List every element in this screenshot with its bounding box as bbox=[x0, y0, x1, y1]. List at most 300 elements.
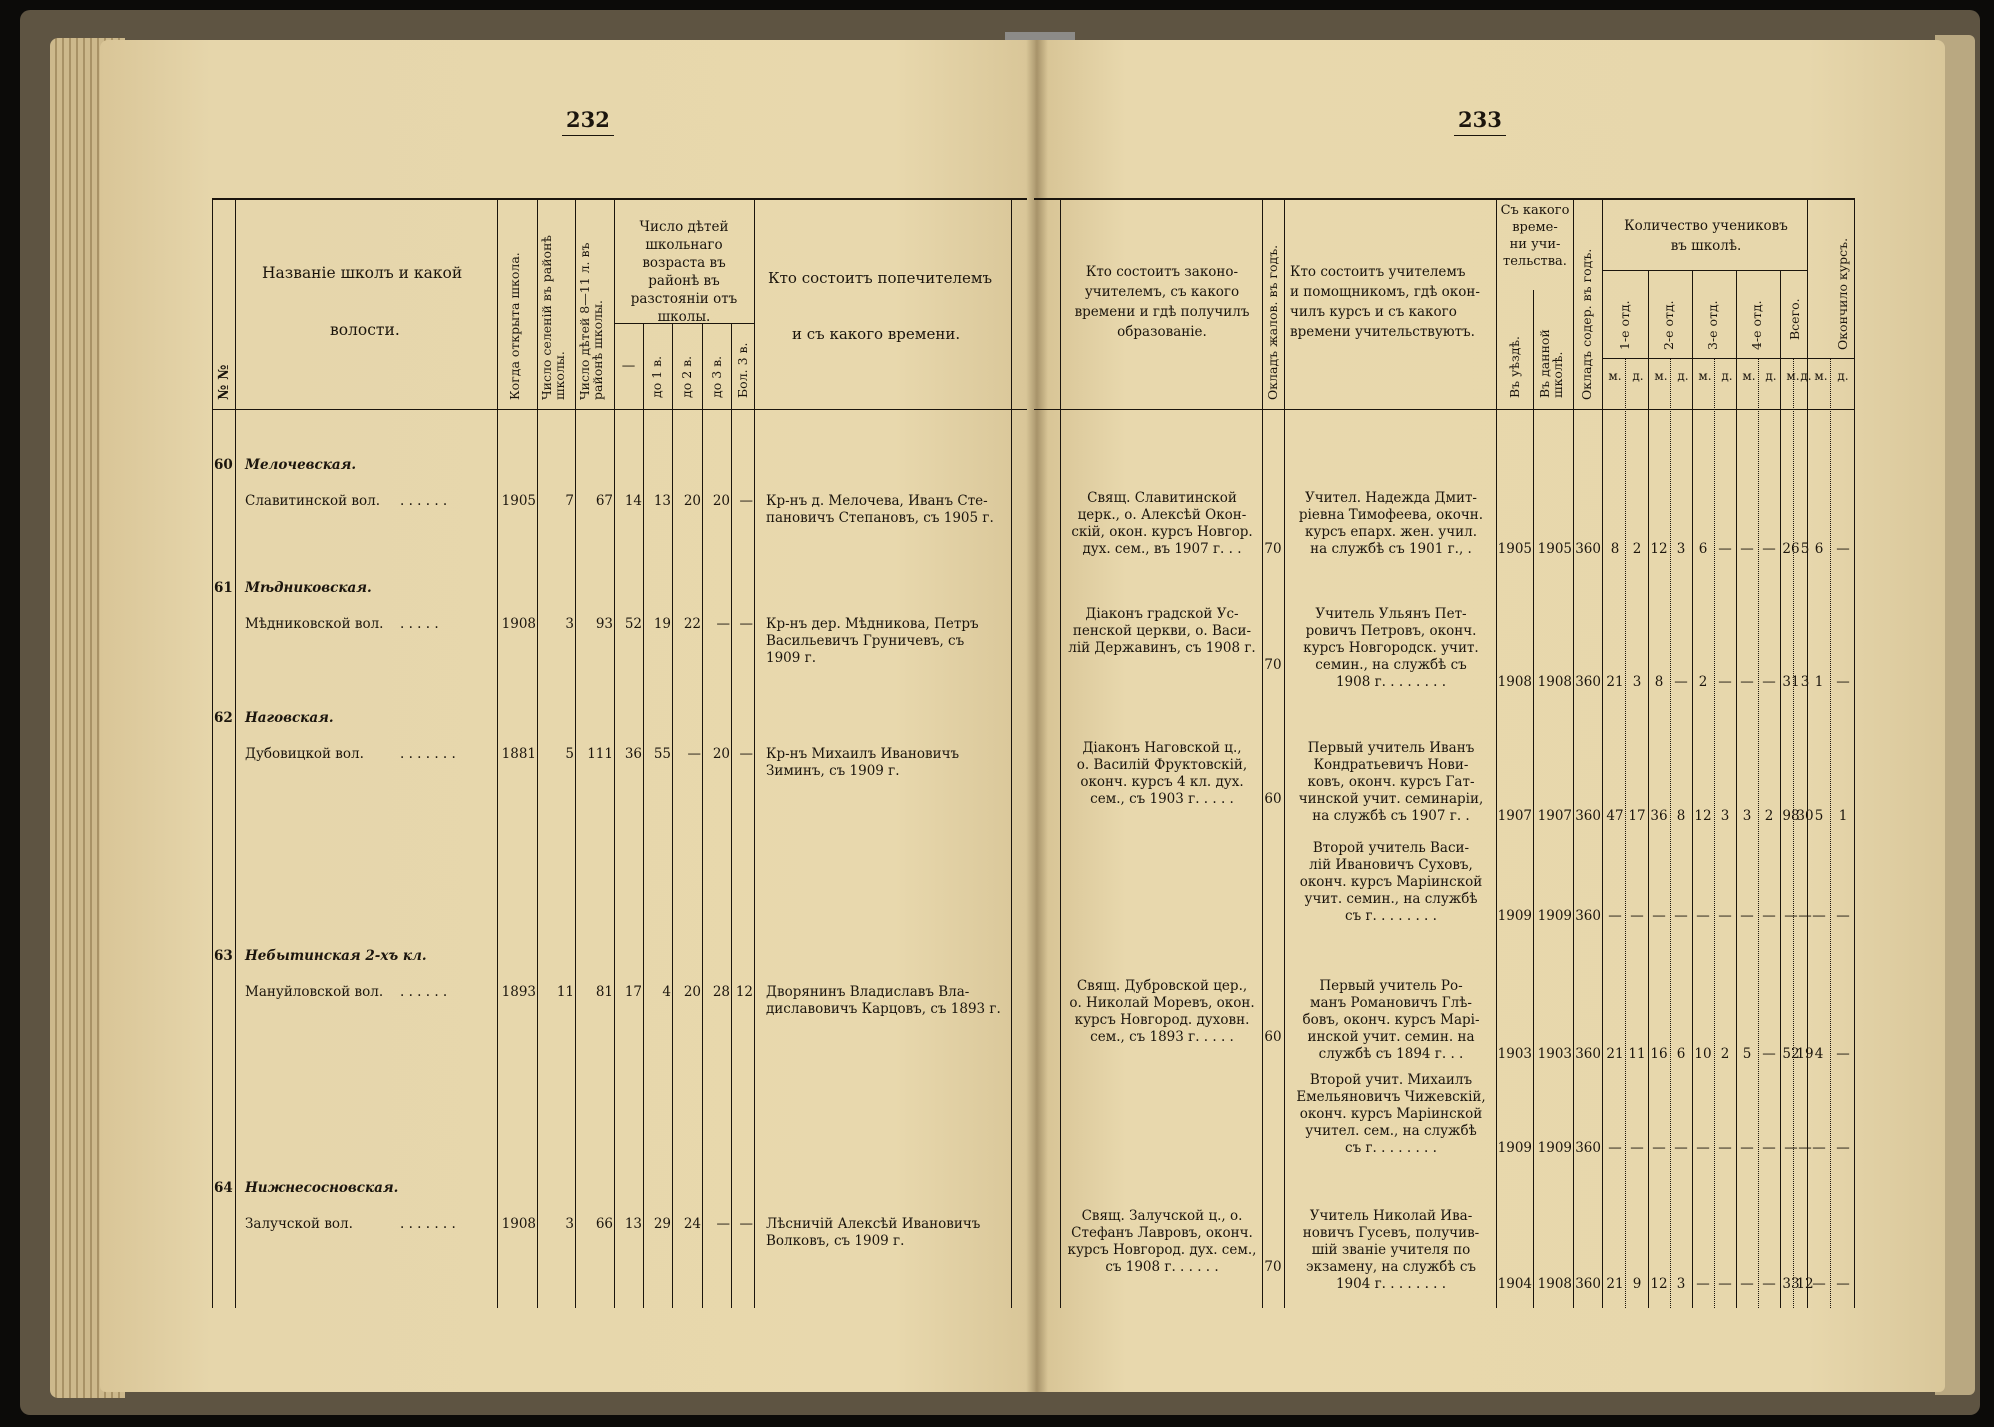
pupil-count: — bbox=[1812, 1276, 1826, 1292]
col-rule bbox=[1060, 198, 1061, 1308]
cell-d0: 17 bbox=[624, 984, 642, 1000]
cell-opened: 1881 bbox=[501, 746, 536, 762]
pupil-count: — bbox=[1674, 674, 1688, 690]
teacher-text: манъ Романовичъ Глѣ- bbox=[1310, 995, 1472, 1011]
cell-children: 81 bbox=[595, 984, 613, 1000]
pupil-count: 19 bbox=[1796, 1046, 1814, 1062]
left-page-number: 232 bbox=[566, 107, 610, 132]
since-school: 1909 bbox=[1537, 1140, 1572, 1156]
cell-d3: — bbox=[716, 1216, 730, 1232]
cell-children: 93 bbox=[595, 616, 613, 632]
pupil-count: — bbox=[1718, 541, 1732, 557]
law-teacher-text: сем., съ 1893 г. . . . . bbox=[1090, 1029, 1234, 1045]
gender-header-m: м. bbox=[1786, 369, 1800, 383]
trustee-text: пановичъ Степановъ, съ 1905 г. bbox=[766, 510, 994, 526]
teacher-text: Первый учитель Ро- bbox=[1319, 978, 1463, 994]
cell-d2: — bbox=[687, 746, 701, 762]
law-teacher-text: курсъ Новгород. дух. сем., bbox=[1067, 1242, 1257, 1258]
right-table-border bbox=[1854, 198, 1855, 1308]
col-rule-minor bbox=[1714, 358, 1715, 1308]
law-teacher-text: оконч. курсъ 4 кл. дух. bbox=[1080, 774, 1244, 790]
cell-d2: 24 bbox=[683, 1216, 701, 1232]
pupil-count: — bbox=[1608, 1140, 1622, 1156]
cell-d3: 28 bbox=[712, 984, 730, 1000]
school-name: Мѣдниковской вол. bbox=[245, 616, 384, 632]
trustee-text: Кр-нъ Михаилъ Ивановичъ bbox=[766, 746, 960, 762]
pupil-count: 12 bbox=[1694, 808, 1712, 824]
gender-header-m: м. bbox=[1608, 369, 1622, 383]
law-teacher-text: Свящ. Залучской ц., о. bbox=[1081, 1208, 1243, 1224]
teacher-text: ковъ, оконч. курсъ Гат- bbox=[1307, 774, 1475, 790]
teacher-text: экзамену, на службѣ съ bbox=[1306, 1259, 1476, 1275]
law-teacher-text: пенской церкви, о. Васи- bbox=[1072, 623, 1252, 639]
header-d3: до 3 в. bbox=[709, 355, 724, 398]
salary-value: 70 bbox=[1264, 541, 1282, 557]
header-since-school: Въ данной школѣ. bbox=[1537, 329, 1565, 398]
cell-opened: 1893 bbox=[501, 984, 536, 1000]
cell-children: 67 bbox=[595, 493, 613, 509]
cell-opened: 1905 bbox=[501, 493, 536, 509]
pupil-count: — bbox=[1674, 908, 1688, 924]
gender-header-d: д. bbox=[1677, 369, 1689, 383]
pupil-count: 6 bbox=[1814, 541, 1824, 557]
row-number: 63 bbox=[214, 948, 233, 964]
law-teacher-text: церк., о. Алексѣй Окон- bbox=[1077, 507, 1247, 523]
law-teacher-text: Свящ. Дубровской цер., bbox=[1076, 978, 1248, 994]
header-g1: 1-е отд. bbox=[1617, 300, 1632, 350]
pupil-count: 33 bbox=[1782, 1276, 1800, 1292]
pupil-count: 2 bbox=[1698, 674, 1708, 690]
pupil-count: 12 bbox=[1650, 1276, 1668, 1292]
teacher-text: съ г. . . . . . . . bbox=[1345, 908, 1437, 924]
leader-dots: . . . . . . . bbox=[400, 1216, 456, 1232]
law-teacher-text: о. Николай Моревъ, окон. bbox=[1069, 995, 1255, 1011]
header-d1: до 1 в. bbox=[649, 355, 664, 398]
teacher-text: ровичъ Петровъ, оконч. bbox=[1305, 623, 1477, 639]
header-nn: № № bbox=[216, 364, 232, 400]
gender-header-m: м. bbox=[1654, 369, 1668, 383]
cell-villages: 7 bbox=[565, 493, 574, 509]
cell-villages: 3 bbox=[565, 1216, 574, 1232]
col-rule bbox=[1602, 198, 1603, 1308]
trustee-text: Кр-нъ дер. Мѣдникова, Петръ bbox=[766, 616, 979, 632]
pupil-count: — bbox=[1696, 908, 1710, 924]
cell-villages: 11 bbox=[556, 984, 574, 1000]
teacher-text: Первый учитель Иванъ bbox=[1307, 740, 1475, 756]
col-rule bbox=[235, 198, 236, 1308]
district-name: Нижнесосновская. bbox=[245, 1180, 399, 1196]
salary-value: 60 bbox=[1264, 1029, 1282, 1045]
pupil-count: — bbox=[1762, 541, 1776, 557]
pupil-count: — bbox=[1718, 674, 1732, 690]
salary-value: 60 bbox=[1264, 791, 1282, 807]
cell-d3: 20 bbox=[712, 493, 730, 509]
pupil-count: — bbox=[1812, 1140, 1826, 1156]
teacher-text: Емельяновичъ Чижевскій, bbox=[1296, 1089, 1486, 1105]
cell-opened: 1908 bbox=[501, 616, 536, 632]
pupil-count: — bbox=[1762, 1276, 1776, 1292]
school-name: Мануйловской вол. bbox=[245, 984, 384, 1000]
cell-d4: — bbox=[739, 746, 753, 762]
col-rule bbox=[1262, 198, 1263, 1308]
teacher-text: Второй учит. Михаилъ bbox=[1309, 1072, 1473, 1088]
header-finished: Окончило курсъ. bbox=[1835, 237, 1850, 350]
left-table-border bbox=[212, 198, 213, 1308]
pupil-count: — bbox=[1740, 1276, 1754, 1292]
since-uezd: 1909 bbox=[1497, 908, 1532, 924]
pupil-count: — bbox=[1798, 908, 1812, 924]
right-header-bottom-rule bbox=[1034, 409, 1854, 410]
col-rule-minor bbox=[1793, 358, 1794, 1308]
pupil-count: 6 bbox=[1698, 541, 1708, 557]
pupil-count: — bbox=[1762, 674, 1776, 690]
law-teacher-text: Діаконъ Наговской ц., bbox=[1082, 740, 1242, 756]
pupil-count: 3 bbox=[1800, 674, 1810, 690]
header-school-name: Названіе школъ и какой bbox=[262, 264, 463, 282]
header-trustee: Кто состоитъ попечителемъ bbox=[768, 269, 993, 287]
cell-villages: 5 bbox=[565, 746, 574, 762]
header-salary: Окладъ жалов. въ годъ. bbox=[1265, 244, 1280, 400]
pupil-count: 8 bbox=[1610, 541, 1620, 557]
salary-value: 70 bbox=[1264, 657, 1282, 673]
trustee-text: Дворянинъ Владиславъ Вла- bbox=[766, 984, 970, 1000]
gender-header-d: д. bbox=[1632, 369, 1644, 383]
pupil-count: — bbox=[1740, 674, 1754, 690]
salary2-value: 360 bbox=[1575, 908, 1601, 924]
header-distance-group: Число дѣтей школьнаго возраста въ районѣ въ разстояніи отъ школы. bbox=[630, 219, 738, 325]
cell-d2: 20 bbox=[683, 984, 701, 1000]
pupil-count: 16 bbox=[1650, 1046, 1668, 1062]
pupil-count: — bbox=[1836, 674, 1850, 690]
teacher-text: курсъ епарх. жен. учил. bbox=[1304, 524, 1478, 540]
teacher-text: лій Ивановичъ Суховъ, bbox=[1309, 857, 1473, 873]
district-name: Небытинская 2-хъ кл. bbox=[245, 948, 427, 964]
teacher-text: Второй учитель Васи- bbox=[1312, 840, 1470, 856]
teacher-text: семин., на службѣ съ bbox=[1315, 657, 1467, 673]
since-uezd: 1903 bbox=[1497, 1046, 1532, 1062]
pupil-count: 3 bbox=[1742, 808, 1752, 824]
salary2-value: 360 bbox=[1575, 1140, 1601, 1156]
cell-d1: 4 bbox=[662, 984, 671, 1000]
col-rule-minor bbox=[1758, 358, 1759, 1308]
pupil-count: 3 bbox=[1632, 674, 1642, 690]
pupil-count: 98 bbox=[1782, 808, 1800, 824]
row-number: 61 bbox=[214, 580, 233, 596]
teacher-text: инской учит. семин. на bbox=[1307, 1029, 1475, 1045]
header-g3: 3-е отд. bbox=[1705, 300, 1720, 350]
header-since-uezd: Въ уѣздѣ. bbox=[1507, 335, 1522, 398]
pupil-count: 6 bbox=[1676, 1046, 1686, 1062]
teacher-text: учител. сем., на службѣ bbox=[1305, 1123, 1477, 1139]
salary2-value: 360 bbox=[1575, 808, 1601, 824]
left-header-bottom-rule bbox=[212, 409, 1027, 410]
teacher-text: 1904 г. . . . . . . . bbox=[1335, 1276, 1447, 1292]
pupil-count: — bbox=[1718, 1276, 1732, 1292]
row-number: 62 bbox=[214, 710, 233, 726]
pupil-count: — bbox=[1798, 1140, 1812, 1156]
teacher-text: оконч. курсъ Маріинской bbox=[1299, 1106, 1483, 1122]
teacher-text: съ г. . . . . . . . bbox=[1345, 1140, 1437, 1156]
gender-header-m: м. bbox=[1742, 369, 1756, 383]
since-school: 1908 bbox=[1537, 1276, 1572, 1292]
pupil-count: 5 bbox=[1800, 541, 1810, 557]
law-teacher-text: о. Василій Фруктовскій, bbox=[1076, 757, 1248, 773]
teacher-text: новичъ Гусевъ, получив- bbox=[1302, 1225, 1480, 1241]
header-since: Съ какого време- ни учи- тельства. bbox=[1500, 203, 1570, 269]
pupil-count: 36 bbox=[1650, 808, 1668, 824]
pupil-count: 31 bbox=[1782, 674, 1800, 690]
pupil-count: 2 bbox=[1764, 808, 1774, 824]
right-page bbox=[1035, 40, 1945, 1392]
since-school: 1909 bbox=[1537, 908, 1572, 924]
pupil-count: 5 bbox=[1742, 1046, 1752, 1062]
pupil-count: 12 bbox=[1650, 541, 1668, 557]
pupil-count: — bbox=[1784, 1140, 1798, 1156]
salary2-value: 360 bbox=[1575, 541, 1601, 557]
header-teacher: Кто состоитъ учителемъ и помощникомъ, гдѣ окон- чилъ курсъ и съ какого времени учительствуютъ. bbox=[1290, 264, 1480, 340]
header-g4: 4-е отд. bbox=[1749, 300, 1764, 350]
since-school: 1905 bbox=[1537, 541, 1572, 557]
row-number: 60 bbox=[214, 457, 233, 473]
law-teacher-text: Діаконъ градской Ус- bbox=[1085, 606, 1239, 622]
pupil-count: — bbox=[1652, 1140, 1666, 1156]
teacher-text: 1908 г. . . . . . . . bbox=[1335, 674, 1447, 690]
pupil-count: — bbox=[1652, 908, 1666, 924]
cell-d2: 20 bbox=[683, 493, 701, 509]
salary2-value: 360 bbox=[1575, 1046, 1601, 1062]
pupil-count: 12 bbox=[1796, 1276, 1814, 1292]
teacher-text: Учитель Николай Ива- bbox=[1309, 1208, 1473, 1224]
school-name: Залучской вол. bbox=[245, 1216, 353, 1232]
law-teacher-text: Свящ. Славитинской bbox=[1087, 490, 1237, 506]
header-children: Число дѣтей 8—11 л. въ районѣ школы. bbox=[577, 242, 605, 400]
pupil-count: — bbox=[1762, 908, 1776, 924]
pupil-count: — bbox=[1608, 908, 1622, 924]
pupil-count: — bbox=[1762, 1046, 1776, 1062]
pupil-count: 17 bbox=[1628, 808, 1646, 824]
pupil-count: 3 bbox=[1676, 1276, 1686, 1292]
cell-d1: 19 bbox=[653, 616, 671, 632]
header-volost: волости. bbox=[330, 321, 400, 339]
cell-d2: 22 bbox=[683, 616, 701, 632]
pupil-count: 9 bbox=[1632, 1276, 1642, 1292]
cell-d0: 36 bbox=[624, 746, 642, 762]
header-law-teacher: Кто состоитъ законо- учителемъ, съ какого времени и гдѣ получилъ образованіе. bbox=[1074, 264, 1250, 340]
pupil-count: 26 bbox=[1782, 541, 1800, 557]
law-teacher-text: Стефанъ Лавровъ, оконч. bbox=[1071, 1225, 1253, 1241]
col-rule bbox=[731, 323, 732, 1308]
header-d2: до 2 в. bbox=[679, 355, 694, 398]
teacher-text: ріевна Тимофеева, окочн. bbox=[1298, 507, 1484, 523]
pupil-count: — bbox=[1836, 541, 1850, 557]
header-trustee-2: и съ какого времени. bbox=[792, 325, 961, 343]
col-rule bbox=[643, 323, 644, 1308]
salary2-value: 360 bbox=[1575, 674, 1601, 690]
since-school: 1908 bbox=[1537, 674, 1572, 690]
header-salary2: Окладъ содер. въ годъ. bbox=[1579, 248, 1594, 400]
cell-children: 66 bbox=[595, 1216, 613, 1232]
trustee-text: Лѣсничій Алексѣй Ивановичъ bbox=[766, 1216, 981, 1232]
teacher-text: Учител. Надежда Дмит- bbox=[1305, 490, 1477, 506]
gender-header-d: д. bbox=[1837, 369, 1849, 383]
cell-d1: 55 bbox=[653, 746, 671, 762]
pupil-count: — bbox=[1630, 908, 1644, 924]
teacher-text: курсъ Новгородск. учит. bbox=[1303, 640, 1479, 656]
pupil-count: 21 bbox=[1606, 1276, 1624, 1292]
col-rule-minor bbox=[1830, 358, 1831, 1308]
right-table-top-rule bbox=[1034, 198, 1854, 200]
pupil-count: — bbox=[1740, 1140, 1754, 1156]
pupil-count: 30 bbox=[1796, 808, 1814, 824]
law-teacher-text: дух. сем., въ 1907 г. . . bbox=[1082, 541, 1242, 557]
district-name: Наговская. bbox=[245, 710, 334, 726]
leader-dots: . . . . . . bbox=[400, 493, 448, 509]
gender-header-d: д. bbox=[1765, 369, 1777, 383]
pupils-subrule bbox=[1602, 270, 1807, 271]
pupil-count: 21 bbox=[1606, 1046, 1624, 1062]
gender-header-d: д. bbox=[1800, 369, 1812, 383]
cell-villages: 3 bbox=[565, 616, 574, 632]
header-pupils: Количество учениковъ въ школѣ. bbox=[1624, 218, 1788, 254]
pupil-count: — bbox=[1630, 1140, 1644, 1156]
pupil-count: — bbox=[1836, 908, 1850, 924]
salary2-value: 360 bbox=[1575, 1276, 1601, 1292]
row-number: 64 bbox=[214, 1180, 233, 1196]
leader-dots: . . . . . . bbox=[400, 984, 448, 1000]
right-page-number: 233 bbox=[1458, 107, 1502, 132]
pupil-count: — bbox=[1696, 1140, 1710, 1156]
law-teacher-text: лій Державинъ, съ 1908 г. bbox=[1068, 640, 1256, 656]
pupil-count: — bbox=[1762, 1140, 1776, 1156]
since-uezd: 1907 bbox=[1497, 808, 1532, 824]
header-d4: Бол. 3 в. bbox=[735, 342, 750, 398]
cell-children: 111 bbox=[587, 746, 613, 762]
gender-header-d: д. bbox=[1721, 369, 1733, 383]
teacher-text: оконч. курсъ Маріинской bbox=[1299, 874, 1483, 890]
pupil-count: 3 bbox=[1720, 808, 1730, 824]
teacher-text: службѣ съ 1894 г. . . bbox=[1318, 1046, 1464, 1062]
trustee-text: диславовичъ Карцовъ, съ 1893 г. bbox=[766, 1001, 1001, 1017]
header-g2: 2-е отд. bbox=[1661, 300, 1676, 350]
cell-d0: 52 bbox=[624, 616, 642, 632]
header-villages: Число селеній въ районѣ школы. bbox=[539, 235, 567, 400]
header-opened: Когда открыта школа. bbox=[507, 252, 522, 400]
pupil-count: 1 bbox=[1814, 674, 1824, 690]
salary-value: 70 bbox=[1264, 1259, 1282, 1275]
pupil-count: 5 bbox=[1814, 808, 1824, 824]
col-rule bbox=[1011, 198, 1012, 1308]
pupil-count: — bbox=[1836, 1046, 1850, 1062]
teacher-text: на службѣ съ 1901 г., . bbox=[1310, 541, 1472, 557]
trustee-text: Васильевичъ Груничевъ, съ bbox=[766, 633, 965, 649]
law-teacher-text: скій, окон. курсъ Новгор. bbox=[1071, 524, 1253, 540]
district-name: Мѣдниковская. bbox=[245, 580, 372, 596]
pupil-count: 1 bbox=[1838, 808, 1848, 824]
teacher-text: бовъ, оконч. курсъ Марі- bbox=[1302, 1012, 1480, 1028]
since-uezd: 1909 bbox=[1497, 1140, 1532, 1156]
school-name: Дубовицкой вол. bbox=[245, 746, 364, 762]
teacher-text: учит. семин., на службѣ bbox=[1304, 891, 1478, 907]
trustee-text: Волковъ, съ 1909 г. bbox=[766, 1233, 905, 1249]
left-table-top-rule bbox=[212, 198, 1027, 200]
pupil-count: 11 bbox=[1628, 1046, 1646, 1062]
teacher-text: на службѣ съ 1907 г. . bbox=[1312, 808, 1470, 824]
trustee-text: Зиминъ, съ 1909 г. bbox=[766, 763, 900, 779]
gender-header-m: м. bbox=[1814, 369, 1828, 383]
trustee-text: 1909 г. bbox=[766, 650, 817, 666]
leader-dots: . . . . . . . bbox=[400, 746, 456, 762]
col-rule bbox=[754, 198, 755, 1308]
cell-d4: 12 bbox=[735, 984, 753, 1000]
gender-header-m: м. bbox=[1698, 369, 1712, 383]
cell-d1: 13 bbox=[653, 493, 671, 509]
pupil-count: 8 bbox=[1654, 674, 1664, 690]
cell-d0: 14 bbox=[624, 493, 642, 509]
pupil-count: — bbox=[1836, 1140, 1850, 1156]
pupil-count: 21 bbox=[1606, 674, 1624, 690]
leader-dots: . . . . . bbox=[400, 616, 439, 632]
header-d0: — bbox=[621, 358, 636, 374]
col-rule bbox=[1284, 198, 1285, 1308]
pupil-count: — bbox=[1718, 1140, 1732, 1156]
pupil-count: — bbox=[1812, 908, 1826, 924]
teacher-text: Учитель Ульянъ Пет- bbox=[1315, 606, 1467, 622]
teacher-text: Кондратьевичъ Нови- bbox=[1313, 757, 1469, 773]
cell-d1: 29 bbox=[653, 1216, 671, 1232]
pupil-count: 2 bbox=[1720, 1046, 1730, 1062]
pupil-count: — bbox=[1718, 908, 1732, 924]
pupil-count: — bbox=[1674, 1140, 1688, 1156]
pupil-count: — bbox=[1784, 908, 1798, 924]
pupil-count: — bbox=[1836, 1276, 1850, 1292]
school-name: Славитинской вол. bbox=[245, 493, 381, 509]
col-rule-minor bbox=[1670, 358, 1671, 1308]
law-teacher-text: курсъ Новгород. духовн. bbox=[1074, 1012, 1250, 1028]
pupil-count: 8 bbox=[1676, 808, 1686, 824]
col-rule bbox=[672, 323, 673, 1308]
header-total: Всего. bbox=[1787, 298, 1802, 340]
since-uezd: 1908 bbox=[1497, 674, 1532, 690]
col-rule-minor bbox=[1625, 358, 1626, 1308]
law-teacher-text: съ 1908 г. . . . . . bbox=[1105, 1259, 1219, 1275]
cell-d4: — bbox=[739, 1216, 753, 1232]
pupil-count: 2 bbox=[1632, 541, 1642, 557]
trustee-text: Кр-нъ д. Мелочева, Иванъ Сте- bbox=[766, 493, 988, 509]
pupil-count: — bbox=[1740, 908, 1754, 924]
pupil-count: — bbox=[1740, 541, 1754, 557]
book-gutter bbox=[1026, 40, 1048, 1392]
since-school: 1903 bbox=[1537, 1046, 1572, 1062]
cell-d3: 20 bbox=[712, 746, 730, 762]
col-rule bbox=[702, 323, 703, 1308]
teacher-text: шій званіе учителя по bbox=[1311, 1242, 1471, 1258]
cell-d0: 13 bbox=[624, 1216, 642, 1232]
pupil-count: 52 bbox=[1782, 1046, 1800, 1062]
law-teacher-text: сем., съ 1903 г. . . . . bbox=[1090, 791, 1234, 807]
pupil-count: 47 bbox=[1606, 808, 1624, 824]
left-page bbox=[100, 40, 1035, 1392]
since-uezd: 1904 bbox=[1497, 1276, 1532, 1292]
pupil-count: — bbox=[1696, 1276, 1710, 1292]
pupil-count: 3 bbox=[1676, 541, 1686, 557]
cell-d3: — bbox=[716, 616, 730, 632]
cell-d4: — bbox=[739, 616, 753, 632]
teacher-text: чинской учит. семинаріи, bbox=[1298, 791, 1484, 807]
cell-opened: 1908 bbox=[501, 1216, 536, 1232]
since-school: 1907 bbox=[1537, 808, 1572, 824]
district-name: Мелочевская. bbox=[245, 457, 357, 473]
pupil-count: 10 bbox=[1694, 1046, 1712, 1062]
